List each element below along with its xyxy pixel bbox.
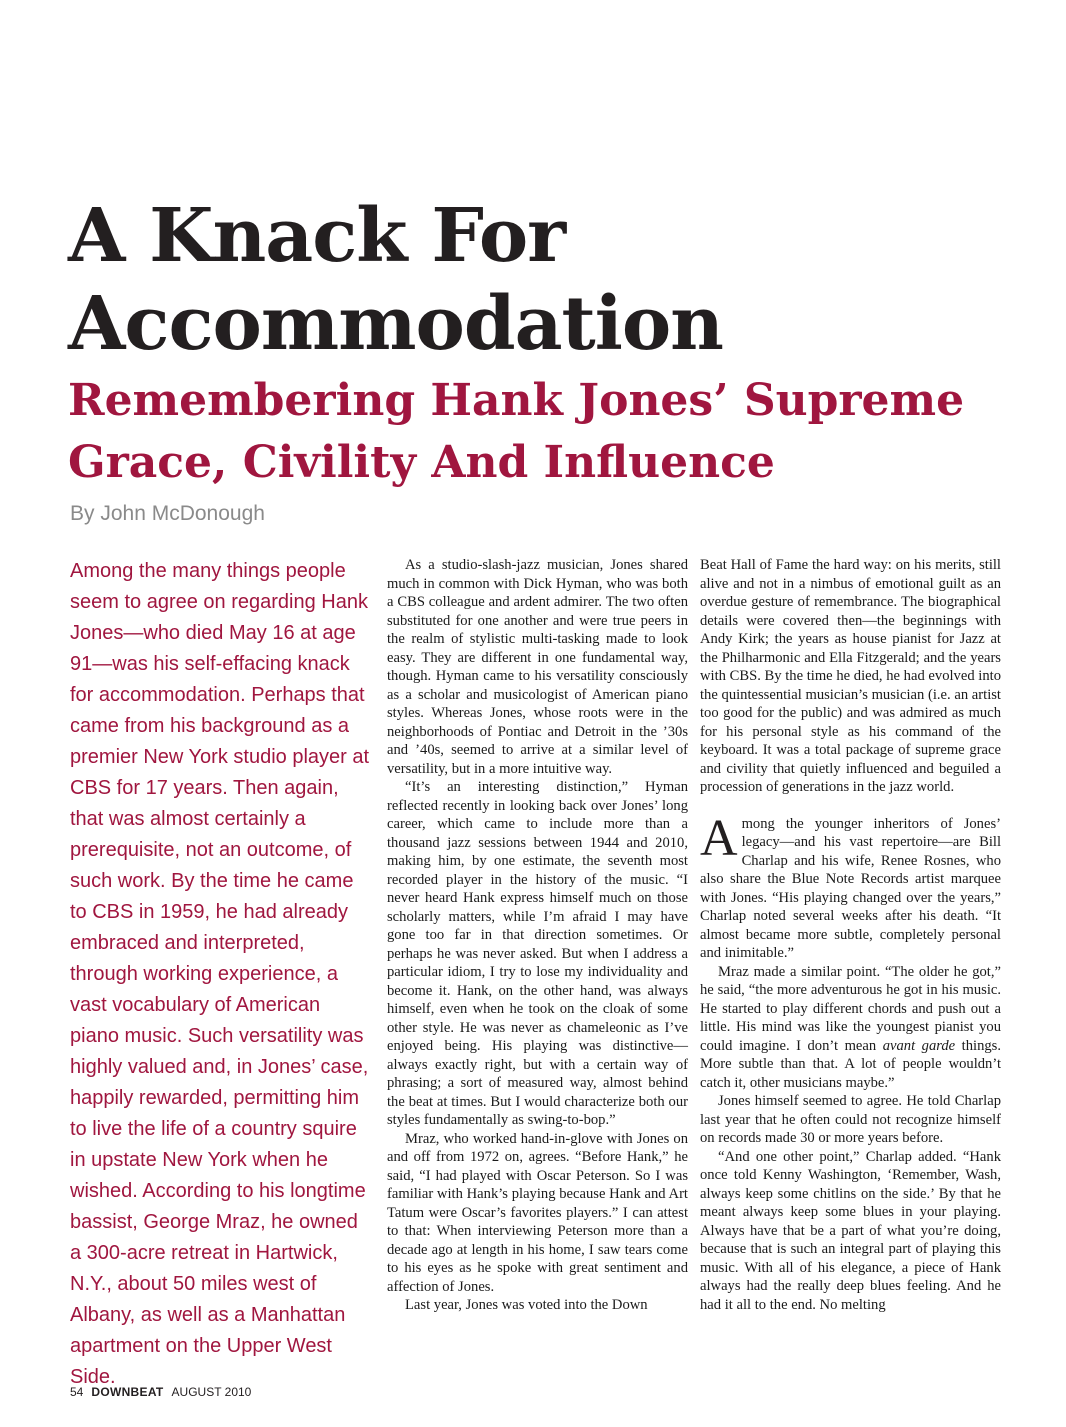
body-column-2 xyxy=(387,556,688,1315)
body-text: things. More subtle than that. A lot of people wouldn’t catch it, other musicians maybe.” xyxy=(700,1037,1002,1091)
body-column-3 xyxy=(700,556,1001,1314)
article-title xyxy=(68,192,1028,368)
byline: By John McDonough xyxy=(70,502,265,525)
body-paragraph: Mraz, who worked hand-in-glove with Jones on and off from 1972 on, agrees. “Before Hank,” he said, “I had played with Oscar Peterson. So I was familiar with Hank’s playing because Hank and Art Tatum were Oscar’s favorites players.” I can attest to that: When interviewing Peterson more than a decade ago at length in his home, I saw tears come to his eyes as he spoke with great sentiment and affection of Jones. xyxy=(387,1130,688,1295)
body-paragraph xyxy=(700,963,1001,1093)
page-number: 54 xyxy=(70,1385,84,1399)
drop-cap-paragraph xyxy=(700,809,1001,963)
subtitle-line-1: Remembering Hank Jones’ Supreme xyxy=(68,375,965,426)
subtitle-line-2: Grace, Civility And Influence xyxy=(68,437,775,488)
body-paragraph: “It’s an interesting distinction,” Hyman reflected recently in looking back over Jones’ long career, which came to include more than a thousand jazz sessions between 1944 and 2010, making him, by one estimate, the seventh most recorded player in the history of the music. “I never heard Hank express himself much on those scholarly matters, while I’m afraid I may have gone too far in that direction sometimes. Or perhaps he was never asked. But when I address a particular idiom, I try to lose my individuality and become it. Hank, on the other hand, was always himself, even when he took on the cloak of some other style. He was never as chameleonic as I’ve enjoyed being. His playing was distinctive—always exactly right, but with a certain way of phrasing; a sort of measured way, almost behind the beat at times. But I would characterize both our styles fundamentally as swing-to-bop.” xyxy=(387,779,688,1128)
drop-cap-paragraph-text: mong the younger inheritors of Jones’ legacy—and his vast repertoire—are Bill Charlap and his wife, Renee Rosnes, who also share the Blue Note Records artist marquee with Jones. “His playing changed over the years,” Charlap noted several weeks after his death. “It almost became more subtle, completely personal and inimitable.” xyxy=(700,815,1001,961)
magazine-name: DOWNBEAT xyxy=(91,1385,164,1399)
page-footer xyxy=(70,1385,251,1399)
body-text: Mraz made a similar point. “The older he got,” he said, “the more adventurous he got in his music. He started to play different chords and push out a little. His mind was like the youngest pianist you could imagine. I don’t mean xyxy=(700,963,1001,1054)
body-paragraph: Last year, Jones was voted into the Down xyxy=(405,1297,648,1313)
title-line-1: A Knack For xyxy=(68,193,566,279)
issue-date: AUGUST 2010 xyxy=(171,1385,252,1399)
intro-paragraph: Among the many things people seem to agree on regarding Hank Jones—who died May 16 at age 91—was his self-effacing knack for accommodation. Perhaps that came from his background as a premier New York studio player at CBS for 17 years. Then again, that was almost certainly a prerequisite, not an outcome, of such work. By the time he came to CBS in 1959, he had already embraced and interpreted, through working experience, a vast vocabulary of American piano music. Such versatility was highly valued and, in Jones’ case, happily rewarded, permitting him to live the life of a country squire in upstate New York when he wished. According to his longtime bassist, George Mraz, he owned a 300-acre retreat in Hartwick, N.Y., about 50 miles west of Albany, as well as a Manhattan apartment on the Upper West Side. xyxy=(70,560,370,1388)
italic-text: avant garde xyxy=(882,1037,956,1054)
article-subtitle xyxy=(68,370,1028,494)
body-paragraph: Beat Hall of Fame the hard way: on his merits, still alive and not in a nimbus of emotional guilt as an overdue gesture of remembrance. The biographical details were covered then—the beginnings with Andy Kirk; the years as house pianist for Jazz at the Philharmonic and Ella Fitzgerald; and the years with CBS. By the time he died, he had evolved into the quintessential musician’s musician (i.e. an artist too good for the public) and was admired as much for his personal style as his command of the keyboard. It was a total package of supreme grace and civility that quietly influenced and beguiled a procession of generations in the jazz world. xyxy=(700,557,1001,795)
drop-cap: A xyxy=(700,809,738,867)
body-paragraph: “And one other point,” Charlap added. “Hank once told Kenny Washington, ‘Remember, Wash, always keep some chitlins on the side.’ By that he meant always keep some blues in your playing. Always have that be a part of what you’re doing, because that is such an integral part of playing this music. With all of his elegance, a piece of Hank always had the really deep blues feeling. And he had it all to the end. No melting xyxy=(700,1148,1001,1313)
title-line-2: Accommodation xyxy=(68,281,723,367)
body-paragraph: As a studio-slash-jazz musician, Jones shared much in common with Dick Hyman, who was both a CBS colleague and ardent admirer. The two often substituted for one another and were true peers in the realm of stylistic multi-tasking made to look easy. They are different in one fundamental way, though. Hyman came to his versatility consciously as a scholar and musicologist of American piano styles. Whereas Jones, whose roots were in the neighborhoods of Pontiac and Detroit in the ’30s and ’40s, seemed to arrive at a similar level of versatility, but in a more intuitive way. xyxy=(387,557,688,777)
body-paragraph: Jones himself seemed to agree. He told Charlap last year that he often could not recognize himself on records made 30 or more years before. xyxy=(700,1093,1001,1146)
